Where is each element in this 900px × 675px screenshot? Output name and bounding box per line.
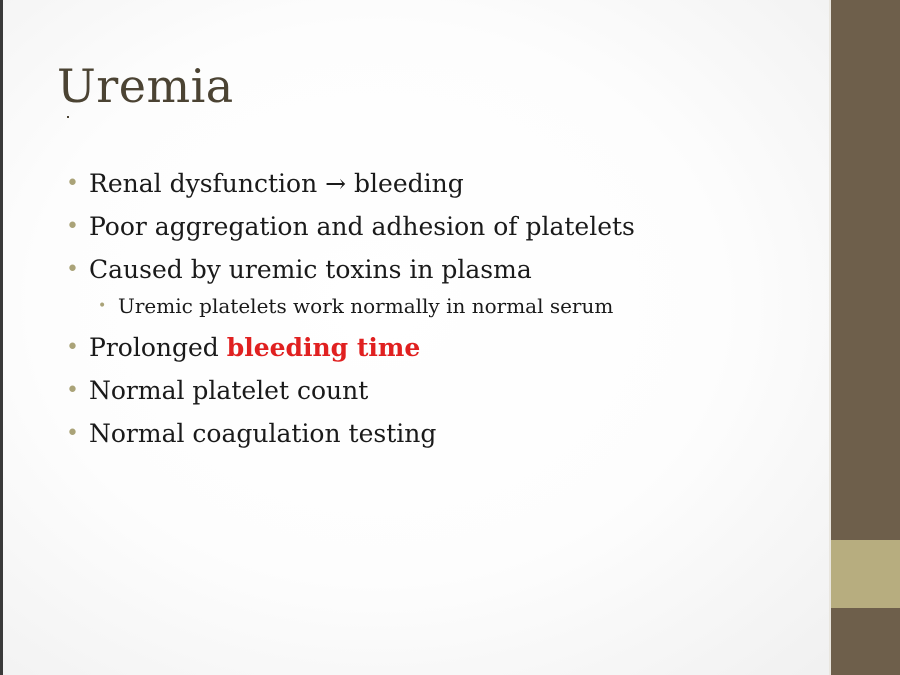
- title-speck: [67, 116, 69, 118]
- bullet-icon: •: [66, 378, 79, 403]
- bullet-icon: •: [66, 171, 79, 196]
- bullet-icon: •: [66, 421, 79, 446]
- bullet-item: [66, 412, 635, 455]
- bullet-item: [66, 326, 635, 369]
- slide-title: Uremia: [57, 59, 234, 113]
- bullet-icon: •: [66, 257, 79, 282]
- bullet-text: Normal coagulation testing: [89, 419, 437, 448]
- sidebar-bar-top: [831, 0, 900, 540]
- bullet-text: Prolonged: [89, 333, 227, 362]
- bullet-text: Caused by uremic toxins in plasma: [89, 255, 532, 284]
- slide-left-edge: [0, 0, 3, 675]
- sub-bullet-icon: •: [98, 298, 107, 314]
- bullet-item: [66, 205, 635, 248]
- bullet-text: bleeding: [354, 169, 464, 198]
- bullet-item: [66, 369, 635, 412]
- arrow-icon: →: [325, 169, 347, 198]
- bullet-icon: •: [66, 214, 79, 239]
- sub-bullet-text: Uremic platelets work normally in normal serum: [118, 294, 614, 318]
- sub-bullet-item: [66, 288, 635, 324]
- bullet-item: [66, 162, 635, 205]
- sidebar-bar-accent: [831, 540, 900, 608]
- bullet-text: Renal dysfunction: [89, 169, 318, 198]
- bullet-text: Normal platelet count: [89, 376, 369, 405]
- bullet-text: Poor aggregation and adhesion of platelets: [89, 212, 635, 241]
- bullet-icon: •: [66, 335, 79, 360]
- bullet-item: [66, 248, 635, 291]
- sidebar-bar-bottom: [831, 608, 900, 675]
- highlight-text: bleeding time: [226, 333, 421, 362]
- bullet-list: [66, 162, 635, 455]
